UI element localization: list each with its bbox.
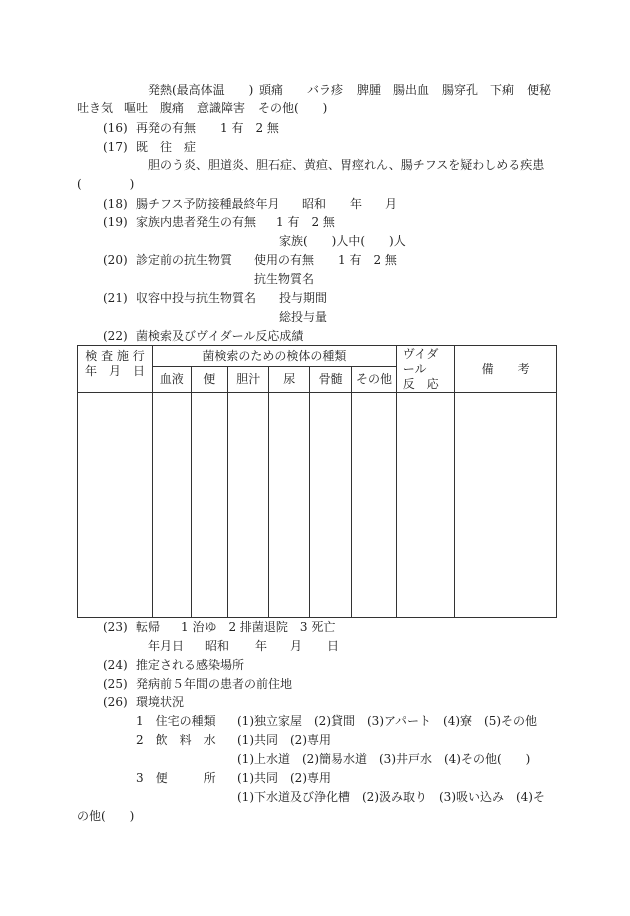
remarks-cell — [455, 393, 557, 618]
era: 昭和 — [205, 639, 230, 653]
results-label: 菌検索及びヴイダール反応成績 — [136, 329, 304, 343]
item-number: (16) — [103, 121, 128, 135]
history-text: 胆のう炎、胆道炎、胆石症、黄疸、胃痙れん、腸チフスを疑わしめる疾患 — [148, 158, 545, 172]
outcome-options: 1 治ゆ 2 排菌退院 3 死亡 — [181, 620, 336, 634]
symptom: 腹痛 — [160, 101, 185, 115]
specimen-blood: 血液 — [153, 367, 192, 393]
toilet-options-2-cont: の他( ) — [77, 809, 135, 823]
environment-label: 環境状況 — [136, 695, 185, 709]
specimen-urine: 尿 — [269, 367, 309, 393]
symptom: 下痢 — [490, 83, 515, 97]
toilet-options-1: (1)共同 (2)専用 — [237, 771, 331, 785]
previous-address-label: 発病前５年間の患者の前住地 — [136, 677, 293, 691]
antibiotic-name-label: 抗生物質名 — [254, 272, 315, 286]
date-cell — [78, 393, 153, 618]
item-number: (26) — [103, 695, 128, 709]
total-dose-label: 総投与量 — [279, 310, 328, 324]
remarks-header: 備 考 — [455, 346, 557, 393]
marrow-cell — [309, 393, 351, 618]
item-number: (23) — [103, 620, 128, 634]
month: 月 — [385, 197, 398, 211]
specimen-stool: 便 — [191, 367, 228, 393]
symptom: バラ疹 — [307, 83, 344, 97]
antibiotic-use-options: 1 有 2 無 — [338, 253, 397, 267]
year: 年 — [350, 197, 363, 211]
item-number: (24) — [103, 658, 128, 672]
water-options-1: (1)共同 (2)専用 — [237, 733, 331, 747]
symptom: 吐き気 — [77, 101, 114, 115]
outcome-label: 転帰 — [136, 620, 161, 634]
symptom: 腸出血 — [393, 83, 430, 97]
date-label: 年月日 — [148, 639, 185, 653]
specimen-other: その他 — [352, 367, 396, 393]
water-label: 2 飲 料 水 — [136, 733, 216, 747]
family-cases-label: 家族内患者発生の有無 — [136, 215, 257, 229]
antibiotic-use-label: 使用の有無 — [254, 253, 315, 267]
date-header: 検 査 施 行 年 月 日 — [78, 346, 153, 393]
symptom: 頭痛 — [259, 83, 284, 97]
housing-label: 1 住宅の種類 — [136, 714, 216, 728]
symptom: 脾腫 — [357, 83, 382, 97]
month: 月 — [290, 639, 303, 653]
item-number: (22) — [103, 329, 128, 343]
family-cases-options: 1 有 2 無 — [276, 215, 335, 229]
family-count: 家族( )人中( )人 — [279, 234, 406, 248]
stool-cell — [191, 393, 228, 618]
relapse-options: 1 有 2 無 — [220, 121, 279, 135]
specimen-marrow: 骨髄 — [309, 367, 351, 393]
day: 日 — [327, 639, 340, 653]
water-options-2: (1)上水道 (2)簡易水道 (3)井戸水 (4)その他( ) — [237, 752, 531, 766]
widal-header: ヴイダ ール 反 応 — [396, 346, 454, 393]
year: 年 — [255, 639, 268, 653]
period-label: 投与期間 — [279, 291, 328, 305]
symptom: 嘔吐 — [124, 101, 149, 115]
item-number: (19) — [103, 215, 128, 229]
history-paren: ( ) — [77, 177, 135, 191]
antibiotic-label: 診定前の抗生物質 — [136, 253, 233, 267]
other-cell — [352, 393, 396, 618]
inpatient-antibiotic-label: 収容中投与抗生物質名 — [136, 291, 257, 305]
housing-options: (1)独立家屋 (2)貸間 (3)アパート (4)寮 (5)その他 — [237, 714, 538, 728]
symptom: 腸穿孔 — [442, 83, 479, 97]
infection-place-label: 推定される感染場所 — [136, 658, 245, 672]
blood-cell — [153, 393, 192, 618]
item-number: (20) — [103, 253, 128, 267]
results-table — [77, 345, 557, 618]
widal-cell — [396, 393, 454, 618]
symptom: 意識障害 — [197, 101, 246, 115]
bile-cell — [228, 393, 269, 618]
toilet-label: 3 便 所 — [136, 771, 216, 785]
item-number: (18) — [103, 197, 128, 211]
symptom-fever: 発熱(最高体温 ) — [148, 83, 254, 97]
symptom: 便秘 — [527, 83, 552, 97]
item-number: (25) — [103, 677, 128, 691]
specimen-header: 菌検索のための検体の種類 — [153, 346, 397, 367]
toilet-options-2: (1)下水道及び浄化槽 (2)汲み取り (3)吸い込み (4)そ — [237, 790, 545, 804]
era: 昭和 — [302, 197, 327, 211]
item-number: (21) — [103, 291, 128, 305]
specimen-bile: 胆汁 — [228, 367, 269, 393]
item-number: (17) — [103, 140, 128, 154]
symptom: その他( ) — [258, 101, 328, 115]
urine-cell — [269, 393, 309, 618]
history-label: 既 往 症 — [136, 140, 197, 154]
relapse-label: 再発の有無 — [136, 121, 197, 135]
vaccination-label: 腸チフス予防接種最終年月 — [136, 197, 280, 211]
